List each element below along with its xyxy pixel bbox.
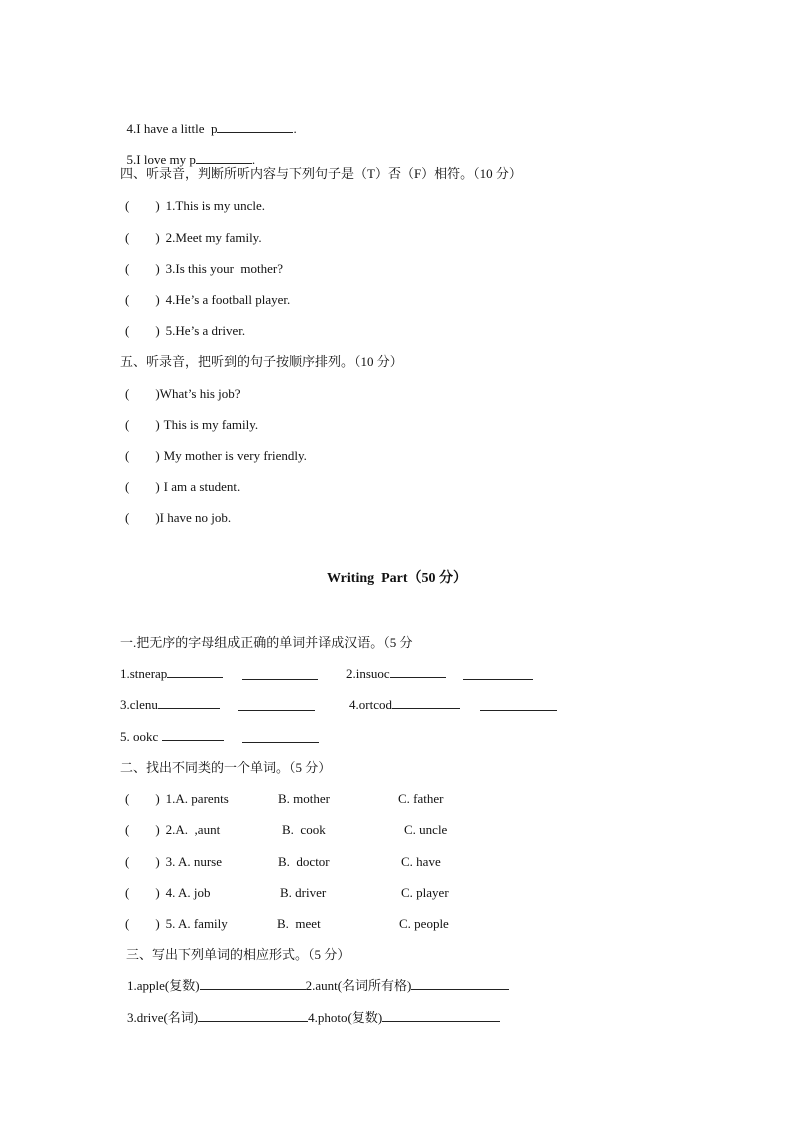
word-form-prompt: 2.aunt(名词所有格) bbox=[305, 978, 412, 993]
word-form-row-1 bbox=[127, 978, 509, 994]
word-form-prompt: 3.drive(名词) bbox=[127, 1010, 199, 1025]
item-text: What’s his job? bbox=[159, 386, 241, 401]
tf-item-2 bbox=[125, 230, 262, 246]
item-text: 4.He’s a football player. bbox=[165, 292, 291, 307]
answer-paren[interactable]: ( ) bbox=[125, 323, 160, 338]
scramble-item-4 bbox=[349, 697, 460, 713]
word-form-prompt: 1.apple(复数) bbox=[127, 978, 200, 993]
option-a: 1.A. parents bbox=[165, 791, 229, 806]
answer-paren[interactable]: ( ) bbox=[125, 479, 160, 494]
item-text: 3.Is this your mother? bbox=[165, 261, 284, 276]
answer-paren[interactable]: ( ) bbox=[125, 916, 160, 931]
option-b: B. mother bbox=[278, 791, 330, 806]
answer-paren[interactable]: ( ) bbox=[125, 198, 160, 213]
scramble-word: 1.stnerap bbox=[120, 666, 168, 681]
word-blank[interactable] bbox=[167, 666, 223, 678]
odd-one-row-4 bbox=[125, 885, 210, 901]
answer-paren[interactable]: ( ) bbox=[125, 230, 160, 245]
option-b: B. meet bbox=[277, 916, 321, 931]
fill-line-4 bbox=[120, 105, 297, 137]
fill-text: 5.I love my p bbox=[126, 152, 196, 167]
word-blank[interactable] bbox=[390, 666, 446, 678]
item-text: 2.Meet my family. bbox=[165, 230, 262, 245]
answer-paren[interactable]: ( ) bbox=[125, 448, 160, 463]
answer-paren[interactable]: ( ) bbox=[125, 791, 160, 806]
scramble-item-1 bbox=[120, 666, 223, 682]
section-4-heading: 四、听录音，判断所听内容与下列句子是（T）否（F）相符。（10 分） bbox=[120, 166, 522, 181]
tf-item-3 bbox=[125, 261, 283, 277]
scramble-word: 2.insuoc bbox=[346, 666, 390, 681]
fill-text: 4.I have a little p bbox=[126, 121, 218, 136]
order-item-3 bbox=[125, 448, 307, 464]
tf-item-4 bbox=[125, 292, 290, 308]
answer-blank[interactable] bbox=[198, 1010, 308, 1022]
scramble-word: 4.ortcod bbox=[349, 697, 392, 712]
answer-blank[interactable] bbox=[200, 978, 306, 990]
option-c: C. father bbox=[398, 791, 444, 806]
order-item-4 bbox=[125, 479, 240, 495]
scramble-item-2 bbox=[346, 666, 446, 682]
writing-section-3-heading: 三、写出下列单词的相应形式。（5 分） bbox=[126, 947, 351, 962]
section-5-heading: 五、听录音，把听到的句子按顺序排列。（10 分） bbox=[120, 354, 403, 369]
item-text: I am a student. bbox=[163, 479, 241, 494]
odd-one-row-2 bbox=[125, 822, 220, 838]
option-c: C. player bbox=[401, 885, 449, 900]
tf-item-5 bbox=[125, 323, 245, 339]
item-text: 1.This is my uncle. bbox=[165, 198, 265, 213]
option-a: 4. A. job bbox=[165, 885, 211, 900]
writing-section-1-heading: 一.把无序的字母组成正确的单词并译成汉语。（5 分 bbox=[120, 635, 413, 650]
order-item-1 bbox=[125, 386, 241, 402]
fill-line-5 bbox=[120, 136, 255, 168]
meaning-blank[interactable] bbox=[242, 731, 319, 743]
answer-paren[interactable]: ( ) bbox=[125, 510, 160, 525]
order-item-2 bbox=[125, 417, 258, 433]
option-b: B. driver bbox=[280, 885, 327, 900]
answer-paren[interactable]: ( ) bbox=[125, 292, 160, 307]
word-form-prompt: 4.photo(复数) bbox=[308, 1010, 383, 1025]
word-blank[interactable] bbox=[392, 697, 460, 709]
answer-paren[interactable]: ( ) bbox=[125, 885, 160, 900]
scramble-word: 3.clenu bbox=[120, 697, 158, 712]
answer-blank[interactable] bbox=[196, 152, 252, 164]
period: . bbox=[251, 152, 256, 167]
answer-paren[interactable]: ( ) bbox=[125, 261, 160, 276]
option-c: C. have bbox=[401, 854, 441, 869]
writing-part-title: Writing Part（50 分） bbox=[326, 571, 468, 586]
answer-paren[interactable]: ( ) bbox=[125, 822, 160, 837]
answer-blank[interactable] bbox=[217, 121, 293, 133]
option-a: 2.A. ,aunt bbox=[165, 822, 221, 837]
meaning-blank[interactable] bbox=[480, 699, 557, 711]
scramble-item-3 bbox=[120, 697, 220, 713]
odd-one-row-3 bbox=[125, 854, 222, 870]
option-a: 5. A. family bbox=[165, 916, 228, 931]
option-c: C. uncle bbox=[404, 822, 448, 837]
option-a: 3. A. nurse bbox=[165, 854, 223, 869]
answer-blank[interactable] bbox=[382, 1010, 500, 1022]
item-text: My mother is very friendly. bbox=[163, 448, 307, 463]
word-blank[interactable] bbox=[158, 697, 220, 709]
meaning-blank[interactable] bbox=[242, 668, 318, 680]
answer-paren[interactable]: ( ) bbox=[125, 386, 160, 401]
meaning-blank[interactable] bbox=[238, 699, 315, 711]
odd-one-row-5 bbox=[125, 916, 228, 932]
meaning-blank[interactable] bbox=[463, 668, 533, 680]
scramble-word: 5. ookc bbox=[120, 729, 162, 744]
word-blank[interactable] bbox=[162, 729, 224, 741]
scramble-item-5 bbox=[120, 729, 224, 745]
order-item-5 bbox=[125, 510, 231, 526]
word-form-row-2 bbox=[127, 1010, 500, 1026]
odd-one-row-1 bbox=[125, 791, 229, 807]
item-text: This is my family. bbox=[163, 417, 259, 432]
option-b: B. doctor bbox=[278, 854, 330, 869]
answer-blank[interactable] bbox=[411, 978, 509, 990]
tf-item-1 bbox=[125, 198, 265, 214]
answer-paren[interactable]: ( ) bbox=[125, 417, 160, 432]
item-text: 5.He’s a driver. bbox=[165, 323, 246, 338]
option-b: B. cook bbox=[282, 822, 326, 837]
option-c: C. people bbox=[399, 916, 449, 931]
answer-paren[interactable]: ( ) bbox=[125, 854, 160, 869]
item-text: I have no job. bbox=[159, 510, 232, 525]
writing-section-2-heading: 二、找出不同类的一个单词。（5 分） bbox=[120, 760, 332, 775]
period: . bbox=[293, 121, 297, 136]
